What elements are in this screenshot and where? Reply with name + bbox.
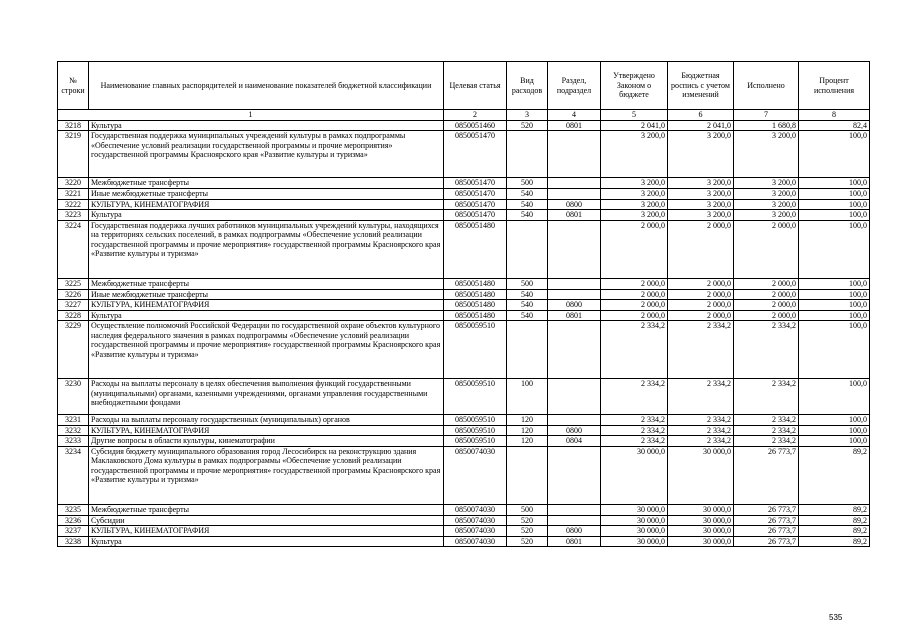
executed-amount: 2 334,2	[734, 436, 799, 447]
execution-percent: 100,0	[799, 199, 870, 210]
schedule-amount: 2 334,2	[668, 425, 734, 436]
target-article: 0850059510	[444, 436, 507, 447]
expense-type: 120	[507, 415, 548, 426]
target-article: 0850059510	[444, 321, 507, 379]
approved-amount: 2 000,0	[601, 310, 668, 321]
section-code: 0801	[548, 310, 601, 321]
executed-amount: 2 000,0	[734, 220, 799, 278]
target-article: 0850051470	[444, 189, 507, 200]
approved-amount: 30 000,0	[601, 515, 668, 526]
row-number: 3231	[58, 415, 89, 426]
row-number: 3232	[58, 425, 89, 436]
table-row	[58, 310, 870, 321]
schedule-amount: 30 000,0	[668, 515, 734, 526]
executed-amount: 1 680,8	[734, 120, 799, 131]
row-name: Иные межбюджетные трансферты	[89, 189, 444, 200]
row-number: 3230	[58, 379, 89, 415]
row-name: Расходы на выплаты персоналу в целях обеспечения выполнения функций государственными (муниципальными) органами, казенными учреждениями, органами управления государственными внебюджетными фондами	[89, 379, 444, 415]
execution-percent: 89,2	[799, 446, 870, 504]
expense-type: 540	[507, 289, 548, 300]
section-code	[548, 178, 601, 189]
expense-type: 500	[507, 178, 548, 189]
target-article: 0850074030	[444, 504, 507, 515]
table-row	[58, 436, 870, 447]
approved-amount: 3 200,0	[601, 178, 668, 189]
approved-amount: 2 334,2	[601, 425, 668, 436]
executed-amount: 2 334,2	[734, 321, 799, 379]
row-name: Межбюджетные трансферты	[89, 178, 444, 189]
row-name: КУЛЬТУРА, КИНЕМАТОГРАФИЯ	[89, 199, 444, 210]
execution-percent: 89,2	[799, 526, 870, 537]
expense-type: 100	[507, 379, 548, 415]
row-name: Субсидия бюджету муниципального образования город Лесосибирск на реконструкцию здания Маклаковского Дома культуры в рамках подпрограммы «Обеспечение условий реализации государственной программы и прочие мероприятия» государственной программы Красноярского края «Развитие культуры и туризма»	[89, 446, 444, 504]
row-number: 3233	[58, 436, 89, 447]
executed-amount: 2 000,0	[734, 300, 799, 311]
target-article: 0850074030	[444, 446, 507, 504]
row-name: Культура	[89, 210, 444, 221]
expense-type	[507, 446, 548, 504]
row-number: 3227	[58, 300, 89, 311]
schedule-amount: 2 334,2	[668, 415, 734, 426]
row-name: Осуществление полномочий Российской Федерации по государственной охране объектов культурного наследия федерального значения в рамках подпрограммы «Обеспечение условий реализации государственной программы и прочие мероприятия» государственной программы Красноярского края «Развитие культуры и туризма»	[89, 321, 444, 379]
schedule-amount: 3 200,0	[668, 178, 734, 189]
section-code	[548, 504, 601, 515]
schedule-amount: 30 000,0	[668, 526, 734, 537]
row-name: Культура	[89, 310, 444, 321]
schedule-amount: 3 200,0	[668, 199, 734, 210]
executed-amount: 3 200,0	[734, 178, 799, 189]
expense-type: 120	[507, 425, 548, 436]
section-code	[548, 379, 601, 415]
section-code: 0804	[548, 436, 601, 447]
expense-type: 540	[507, 199, 548, 210]
table-row	[58, 189, 870, 200]
target-article: 0850051480	[444, 300, 507, 311]
row-name: КУЛЬТУРА, КИНЕМАТОГРАФИЯ	[89, 425, 444, 436]
expense-type: 540	[507, 210, 548, 221]
expense-type	[507, 321, 548, 379]
column-number-row	[58, 110, 870, 121]
executed-amount: 26 773,7	[734, 515, 799, 526]
execution-percent: 89,2	[799, 515, 870, 526]
table-row	[58, 379, 870, 415]
table-row	[58, 300, 870, 311]
approved-amount: 2 334,2	[601, 415, 668, 426]
executed-amount: 2 000,0	[734, 289, 799, 300]
row-number: 3224	[58, 220, 89, 278]
col-number: 8	[799, 110, 870, 121]
approved-amount: 2 000,0	[601, 289, 668, 300]
row-number: 3237	[58, 526, 89, 537]
schedule-amount: 2 334,2	[668, 379, 734, 415]
row-name: КУЛЬТУРА, КИНЕМАТОГРАФИЯ	[89, 300, 444, 311]
expense-type	[507, 131, 548, 178]
target-article: 0850051480	[444, 310, 507, 321]
target-article: 0850051480	[444, 289, 507, 300]
section-code: 0800	[548, 526, 601, 537]
header-expense-type: Вид расходов	[507, 62, 548, 110]
approved-amount: 2 000,0	[601, 278, 668, 289]
execution-percent: 100,0	[799, 300, 870, 311]
header-budget-schedule: Бюджетная роспись с учетом изменений	[668, 62, 734, 110]
row-name: Культура	[89, 536, 444, 547]
section-code	[548, 189, 601, 200]
executed-amount: 2 000,0	[734, 278, 799, 289]
table-row	[58, 526, 870, 537]
row-number: 3234	[58, 446, 89, 504]
executed-amount: 2 334,2	[734, 425, 799, 436]
row-number: 3235	[58, 504, 89, 515]
execution-percent: 100,0	[799, 321, 870, 379]
table-row	[58, 515, 870, 526]
schedule-amount: 2 000,0	[668, 300, 734, 311]
executed-amount: 26 773,7	[734, 536, 799, 547]
page-number: 535	[829, 613, 843, 622]
expense-type: 520	[507, 536, 548, 547]
header-name: Наименование главных распорядителей и наименование показателей бюджетной классификации	[89, 62, 444, 110]
row-number: 3218	[58, 120, 89, 131]
row-name: КУЛЬТУРА, КИНЕМАТОГРАФИЯ	[89, 526, 444, 537]
approved-amount: 30 000,0	[601, 446, 668, 504]
target-article: 0850074030	[444, 515, 507, 526]
row-number: 3229	[58, 321, 89, 379]
row-name: Государственная поддержка лучших работников муниципальных учреждений культуры, находящихся на территориях сельских поселений, в рамках подпрограммы «Обеспечение условий реализации государственной программы и прочие мероприятия» государственной программы Красноярского края «Развитие культуры и туризма»	[89, 220, 444, 278]
table-row	[58, 321, 870, 379]
col-number: 5	[601, 110, 668, 121]
execution-percent: 100,0	[799, 379, 870, 415]
executed-amount: 26 773,7	[734, 446, 799, 504]
row-name: Иные межбюджетные трансферты	[89, 289, 444, 300]
expense-type: 520	[507, 526, 548, 537]
section-code: 0800	[548, 300, 601, 311]
execution-percent: 89,2	[799, 504, 870, 515]
table-row	[58, 415, 870, 426]
expense-type	[507, 220, 548, 278]
target-article: 0850051470	[444, 210, 507, 221]
executed-amount: 26 773,7	[734, 504, 799, 515]
expense-type: 520	[507, 120, 548, 131]
table-row	[58, 120, 870, 131]
execution-percent: 100,0	[799, 278, 870, 289]
row-number: 3236	[58, 515, 89, 526]
target-article: 0850051460	[444, 120, 507, 131]
col-number: 2	[444, 110, 507, 121]
section-code: 0801	[548, 210, 601, 221]
target-article: 0850074030	[444, 526, 507, 537]
schedule-amount: 3 200,0	[668, 189, 734, 200]
execution-percent: 100,0	[799, 210, 870, 221]
expense-type: 120	[507, 436, 548, 447]
section-code	[548, 220, 601, 278]
approved-amount: 30 000,0	[601, 526, 668, 537]
section-code	[548, 278, 601, 289]
approved-amount: 2 334,2	[601, 436, 668, 447]
target-article: 0850051480	[444, 220, 507, 278]
section-code	[548, 131, 601, 178]
section-code	[548, 321, 601, 379]
table-row	[58, 199, 870, 210]
schedule-amount: 2 000,0	[668, 310, 734, 321]
execution-percent: 100,0	[799, 310, 870, 321]
section-code: 0801	[548, 120, 601, 131]
row-name: Другие вопросы в области культуры, кинематографии	[89, 436, 444, 447]
approved-amount: 2 041,0	[601, 120, 668, 131]
executed-amount: 3 200,0	[734, 189, 799, 200]
executed-amount: 2 334,2	[734, 379, 799, 415]
schedule-amount: 30 000,0	[668, 504, 734, 515]
table-row	[58, 536, 870, 547]
approved-amount: 2 334,2	[601, 321, 668, 379]
header-row	[58, 62, 870, 110]
approved-amount: 3 200,0	[601, 210, 668, 221]
section-code: 0801	[548, 536, 601, 547]
header-executed: Исполнено	[734, 62, 799, 110]
execution-percent: 100,0	[799, 178, 870, 189]
target-article: 0850059510	[444, 379, 507, 415]
expense-type: 540	[507, 189, 548, 200]
header-target-article: Целевая статья	[444, 62, 507, 110]
approved-amount: 3 200,0	[601, 131, 668, 178]
schedule-amount: 2 000,0	[668, 289, 734, 300]
row-name: Государственная поддержка муниципальных учреждений культуры в рамках подпрограммы «Обеспечение условий реализации государственной программы и прочие мероприятия» государственной программы Красноярского края «Развитие культуры и туризма»	[89, 131, 444, 178]
executed-amount: 3 200,0	[734, 131, 799, 178]
approved-amount: 3 200,0	[601, 189, 668, 200]
executed-amount: 2 334,2	[734, 415, 799, 426]
target-article: 0850051470	[444, 178, 507, 189]
header-percent: Процент исполнения	[799, 62, 870, 110]
row-name: Культура	[89, 120, 444, 131]
executed-amount: 3 200,0	[734, 199, 799, 210]
row-number: 3219	[58, 131, 89, 178]
approved-amount: 2 334,2	[601, 379, 668, 415]
schedule-amount: 2 041,0	[668, 120, 734, 131]
approved-amount: 2 000,0	[601, 300, 668, 311]
row-number: 3228	[58, 310, 89, 321]
expense-type: 520	[507, 515, 548, 526]
table-row	[58, 289, 870, 300]
approved-amount: 30 000,0	[601, 504, 668, 515]
row-number: 3222	[58, 199, 89, 210]
table-row	[58, 210, 870, 221]
expense-type: 540	[507, 310, 548, 321]
execution-percent: 100,0	[799, 425, 870, 436]
table-row	[58, 446, 870, 504]
expense-type: 500	[507, 504, 548, 515]
approved-amount: 30 000,0	[601, 536, 668, 547]
executed-amount: 2 000,0	[734, 310, 799, 321]
budget-execution-table	[57, 61, 870, 547]
schedule-amount: 2 334,2	[668, 321, 734, 379]
row-name: Расходы на выплаты персоналу государственных (муниципальных) органов	[89, 415, 444, 426]
col-number: 7	[734, 110, 799, 121]
schedule-amount: 3 200,0	[668, 210, 734, 221]
section-code: 0800	[548, 425, 601, 436]
execution-percent: 82,4	[799, 120, 870, 131]
expense-type: 500	[507, 278, 548, 289]
section-code	[548, 415, 601, 426]
target-article: 0850051480	[444, 278, 507, 289]
col-number: 6	[668, 110, 734, 121]
target-article: 0850051470	[444, 131, 507, 178]
col-number: 4	[548, 110, 601, 121]
table-body	[58, 120, 870, 547]
row-number: 3238	[58, 536, 89, 547]
section-code	[548, 515, 601, 526]
header-row-number: № строки	[58, 62, 89, 110]
table-row	[58, 425, 870, 436]
table-row	[58, 131, 870, 178]
execution-percent: 100,0	[799, 131, 870, 178]
execution-percent: 100,0	[799, 220, 870, 278]
section-code	[548, 446, 601, 504]
section-code	[548, 289, 601, 300]
table-row	[58, 504, 870, 515]
schedule-amount: 2 334,2	[668, 436, 734, 447]
approved-amount: 2 000,0	[601, 220, 668, 278]
target-article: 0850059510	[444, 425, 507, 436]
section-code: 0800	[548, 199, 601, 210]
execution-percent: 100,0	[799, 289, 870, 300]
header-section: Раздел, подраздел	[548, 62, 601, 110]
row-name: Межбюджетные трансферты	[89, 504, 444, 515]
schedule-amount: 30 000,0	[668, 536, 734, 547]
execution-percent: 89,2	[799, 536, 870, 547]
execution-percent: 100,0	[799, 189, 870, 200]
execution-percent: 100,0	[799, 436, 870, 447]
expense-type: 540	[507, 300, 548, 311]
target-article: 0850059510	[444, 415, 507, 426]
schedule-amount: 3 200,0	[668, 131, 734, 178]
target-article: 0850074030	[444, 536, 507, 547]
header-approved: Утверждено Законом о бюджете	[601, 62, 668, 110]
schedule-amount: 2 000,0	[668, 278, 734, 289]
row-number: 3223	[58, 210, 89, 221]
table-row	[58, 220, 870, 278]
schedule-amount: 30 000,0	[668, 446, 734, 504]
target-article: 0850051470	[444, 199, 507, 210]
execution-percent: 100,0	[799, 415, 870, 426]
schedule-amount: 2 000,0	[668, 220, 734, 278]
row-name: Межбюджетные трансферты	[89, 278, 444, 289]
col-number: 1	[58, 110, 444, 121]
row-number: 3226	[58, 289, 89, 300]
row-number: 3225	[58, 278, 89, 289]
row-number: 3220	[58, 178, 89, 189]
row-number: 3221	[58, 189, 89, 200]
executed-amount: 26 773,7	[734, 526, 799, 537]
approved-amount: 3 200,0	[601, 199, 668, 210]
table-row	[58, 278, 870, 289]
executed-amount: 3 200,0	[734, 210, 799, 221]
col-number: 3	[507, 110, 548, 121]
row-name: Субсидии	[89, 515, 444, 526]
table-row	[58, 178, 870, 189]
